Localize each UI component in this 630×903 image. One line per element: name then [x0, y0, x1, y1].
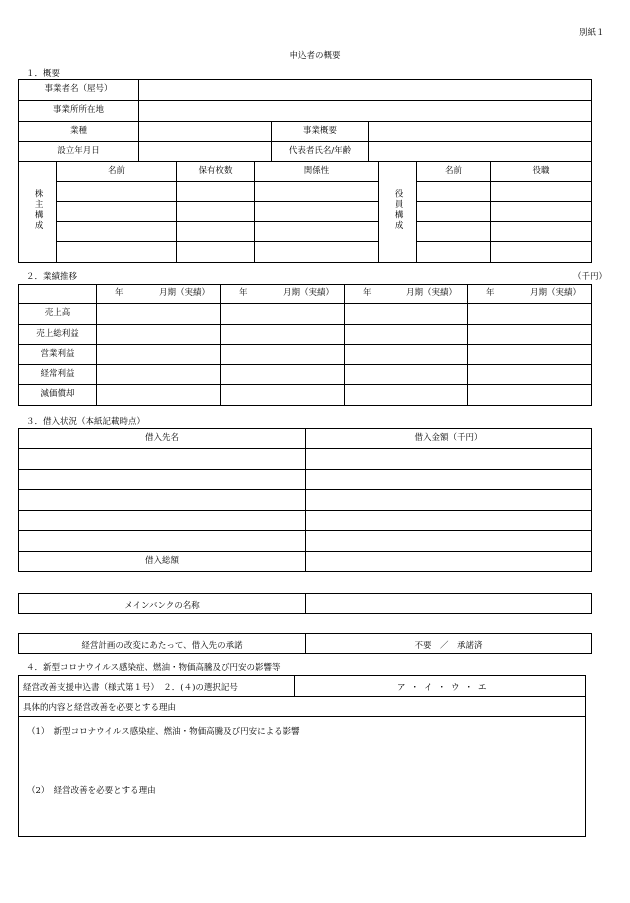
shareholder-name-header: 名前 [57, 162, 177, 182]
performance-table [18, 284, 592, 406]
row-label-ordinary-profit: 経常利益 [19, 365, 97, 385]
row-label-sales: 売上高 [19, 304, 97, 325]
table-cell[interactable] [97, 385, 221, 406]
approval-table [18, 633, 592, 654]
table-cell[interactable] [177, 242, 255, 263]
table-cell[interactable] [57, 242, 177, 263]
table-cell[interactable] [255, 242, 379, 263]
form-reference-row [19, 676, 585, 697]
table-cell[interactable] [417, 202, 491, 222]
table-cell[interactable] [345, 325, 468, 345]
section1-heading: １．概要 [26, 69, 61, 79]
section3-heading: ３．借入状況（本紙記載時点） [26, 417, 146, 427]
table-cell[interactable] [19, 511, 306, 531]
table-cell[interactable] [417, 222, 491, 242]
table-cell[interactable] [19, 470, 306, 490]
divider [294, 676, 295, 696]
table-cell[interactable] [177, 222, 255, 242]
page-title: 申込者の概要 [289, 51, 341, 61]
table-cell[interactable] [417, 182, 491, 202]
officer-title-header: 役職 [491, 162, 592, 182]
table-cell[interactable] [97, 345, 221, 365]
impact-box [18, 675, 586, 837]
total-label: 借入総額 [19, 552, 306, 572]
lender-header: 借入先名 [19, 429, 306, 449]
attachment-label: 別紙１ [579, 28, 605, 38]
main-bank-label: メインバンクの名称 [19, 594, 306, 614]
table-cell[interactable] [306, 531, 592, 552]
main-bank-table [18, 593, 592, 614]
table-cell[interactable] [468, 365, 592, 385]
representative-label: 代表者氏名/年齢 [272, 142, 369, 162]
table-cell[interactable] [491, 182, 592, 202]
corner-cell [19, 285, 97, 304]
table-cell[interactable] [345, 365, 468, 385]
industry-field[interactable] [139, 122, 272, 142]
shareholder-relation-header: 関係性 [255, 162, 379, 182]
amount-header: 借入金額（千円） [306, 429, 592, 449]
table-cell[interactable] [345, 304, 468, 325]
total-amount-field[interactable] [306, 552, 592, 572]
table-cell[interactable] [468, 385, 592, 406]
business-name-field[interactable] [139, 80, 592, 101]
table-cell[interactable] [255, 182, 379, 202]
overview-top-table [18, 79, 592, 162]
table-cell[interactable] [491, 222, 592, 242]
row-label-depreciation: 減価償却 [19, 385, 97, 406]
row-label-operating-profit: 営業利益 [19, 345, 97, 365]
period-header: 年 月期（実績） [468, 285, 592, 304]
form-options[interactable]: ア・イ・ウ・エ [397, 683, 492, 693]
approval-options[interactable]: 不要 ／ 承諾済 [306, 634, 592, 654]
borrowing-table [18, 428, 592, 572]
form-reference-label: 経営改善支援申込書（様式第１号） ２．(４)の選択記号 [23, 683, 238, 693]
table-cell[interactable] [97, 304, 221, 325]
period-header: 年 月期（実績） [345, 285, 468, 304]
section4-heading: ４．新型コロナウイルス感染症、燃油・物価高騰及び円安の影響等 [26, 663, 281, 673]
reason-title: 具体的内容と経営改善を必要とする理由 [23, 703, 177, 713]
section2-heading: ２．業績推移 [26, 272, 78, 282]
table-cell[interactable] [177, 202, 255, 222]
impact-item-2[interactable]: （2） 経営改善を必要とする理由 [27, 786, 156, 796]
table-cell[interactable] [491, 242, 592, 263]
table-cell[interactable] [19, 490, 306, 511]
table-cell[interactable] [345, 385, 468, 406]
composition-table [18, 161, 592, 263]
industry-label: 業種 [19, 122, 139, 142]
table-cell[interactable] [468, 304, 592, 325]
business-overview-label: 事業概要 [272, 122, 369, 142]
table-cell[interactable] [306, 511, 592, 531]
table-cell[interactable] [255, 202, 379, 222]
table-cell[interactable] [306, 449, 592, 470]
table-cell[interactable] [19, 531, 306, 552]
shareholders-label: 株主構成 [19, 162, 57, 263]
row-label-gross-profit: 売上総利益 [19, 325, 97, 345]
table-cell[interactable] [221, 325, 345, 345]
unit-label: （千円） [573, 272, 608, 282]
business-address-field[interactable] [139, 101, 592, 122]
officer-name-header: 名前 [417, 162, 491, 182]
table-cell[interactable] [97, 325, 221, 345]
table-cell[interactable] [491, 202, 592, 222]
period-header: 年 月期（実績） [97, 285, 221, 304]
table-cell[interactable] [345, 345, 468, 365]
table-cell[interactable] [255, 222, 379, 242]
table-cell[interactable] [306, 470, 592, 490]
shareholder-shares-header: 保有枚数 [177, 162, 255, 182]
impact-item-1[interactable]: （1） 新型コロナウイルス感染症、燃油・物価高騰及び円安による影響 [27, 727, 300, 737]
table-cell[interactable] [417, 242, 491, 263]
representative-field[interactable] [369, 142, 592, 162]
approval-label: 経営計画の改変にあたって、借入先の承諾 [19, 634, 306, 654]
table-cell[interactable] [221, 385, 345, 406]
table-cell[interactable] [97, 365, 221, 385]
reason-title-row [19, 696, 585, 717]
table-cell[interactable] [57, 182, 177, 202]
table-cell[interactable] [221, 345, 345, 365]
table-cell[interactable] [221, 365, 345, 385]
business-address-label: 事業所所在地 [19, 101, 139, 122]
main-bank-field[interactable] [306, 594, 592, 614]
period-header: 年 月期（実績） [221, 285, 345, 304]
business-overview-field[interactable] [369, 122, 592, 142]
established-label: 設立年月日 [19, 142, 139, 162]
established-field[interactable] [139, 142, 272, 162]
officers-label: 役員構成 [379, 162, 417, 263]
table-cell[interactable] [57, 202, 177, 222]
table-cell[interactable] [468, 325, 592, 345]
table-cell[interactable] [306, 490, 592, 511]
business-name-label: 事業者名（屋号） [19, 80, 139, 101]
table-cell[interactable] [19, 449, 306, 470]
table-cell[interactable] [57, 222, 177, 242]
table-cell[interactable] [177, 182, 255, 202]
table-cell[interactable] [468, 345, 592, 365]
table-cell[interactable] [221, 304, 345, 325]
